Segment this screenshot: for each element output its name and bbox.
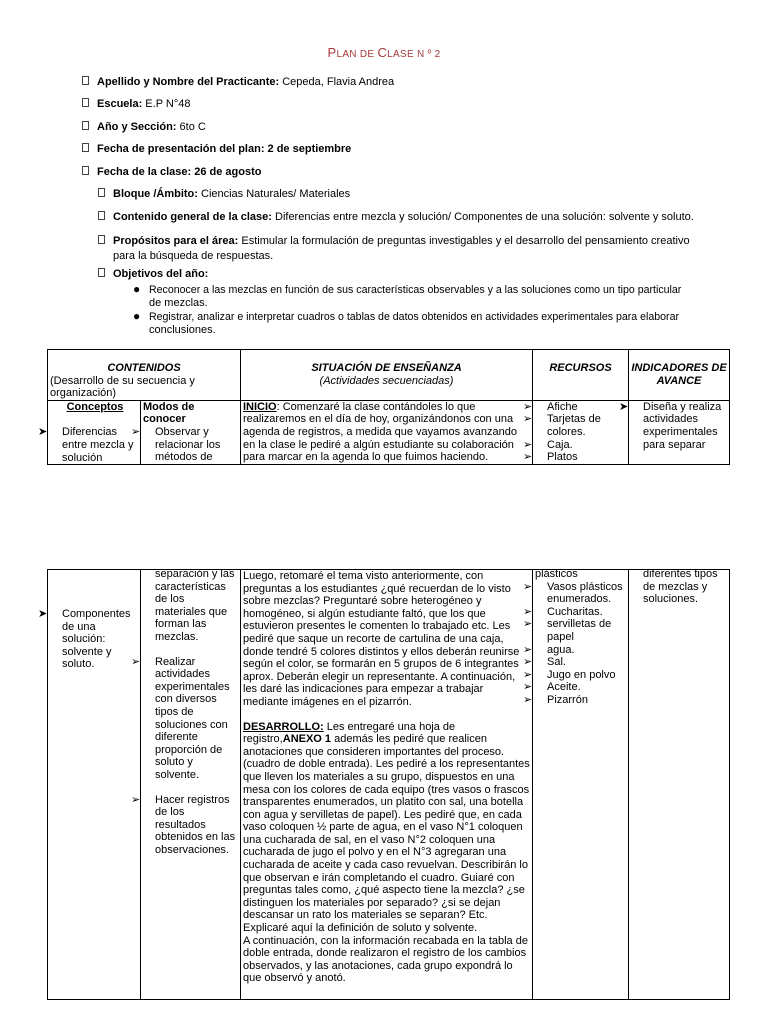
indicadores-cell: diferentes tipos de mezclas y soluciones. [629, 570, 730, 1000]
header-situacion: SITUACIÓN DE ENSEÑANZA (Actividades secuenciadas) [241, 350, 533, 401]
recurso-item: ➢ Platos [523, 451, 578, 464]
recursos-cell [523, 400, 629, 464]
recurso-item: ➢ Pizarrón [523, 693, 588, 706]
arrow-icon: ➢ [131, 425, 141, 438]
conceptos-cell: Conceptos ➤ Diferencias entre mezcla y solución [48, 400, 141, 464]
checkbox-icon [82, 166, 89, 175]
recursos-cell: plásticos ➢ Vasos plásticos enumerados. ➢ Cucharitas. ➢ servilletas de papel ➢ agua. ➢ Sal. ➢ Jugo en polvo ➢ Aceite. ➢ Pizarrón [533, 570, 629, 1000]
recurso-item: ➢ Tarjetas de colores. [523, 413, 601, 438]
indicadores-cell: ➤ Diseña y realiza actividades experimentales para separar [629, 400, 730, 464]
inicio-cell: INICIO: Comenzaré la clase contándoles lo que realizaremos en el día de hoy, organizándonos con una agenda de registros, a medida que vayamos avanzando en la clase le pediré a algún estudiante su colaboración para marcar en la agenda lo que fuimos haciendo. [241, 400, 533, 464]
arrow-icon: ➢ [131, 655, 141, 668]
recurso-item: ➢ Caja. [523, 438, 573, 451]
checkbox-icon [82, 98, 89, 107]
recurso-item: ➢ Vasos plásticos enumerados. [523, 580, 623, 606]
recurso-item: ➢ Aceite. [523, 681, 581, 694]
bullet-icon: ● [133, 282, 141, 296]
checkbox-icon [82, 143, 89, 152]
plan-table-1 [38, 349, 730, 465]
modos-cell: separación y las características de los materiales que forman las mezclas. ➢ Realizar actividades experimentales con diversos tipos de soluciones con diferente proporción de soluto y solvente. ➢ Hacer registros de los resultados obtenidos en las observaciones. [141, 570, 241, 1000]
header-contenidos: CONTENIDOS (Desarrollo de su secuencia y organización) [48, 350, 241, 401]
checkbox-icon [82, 121, 89, 130]
plan-table-2 [38, 568, 730, 1000]
bullet-icon: ● [133, 309, 141, 323]
recurso-item: ➢ Sal. [523, 656, 566, 669]
arrow-icon: ➤ [38, 608, 48, 620]
recurso-item: ➢ agua. [523, 643, 575, 656]
header-recursos: RECURSOS [533, 350, 629, 401]
header-indicadores: INDICADORES DE AVANCE [629, 350, 730, 401]
recurso-item: ➢ servilletas de papel [523, 618, 612, 643]
conceptos-cell: ➤ Componentes de una solución: solvente y soluto. [48, 570, 141, 1000]
arrow-icon: ➤ [38, 426, 48, 439]
checkbox-icon [98, 268, 105, 277]
recurso-item: ➢ Jugo en polvo [523, 668, 616, 681]
modos-cell: Modos de conocer ➢ Observar y relacionar los métodos de [141, 400, 241, 464]
recurso-item: ➢ Afiche [523, 400, 578, 413]
checkbox-icon [98, 211, 105, 220]
arrow-icon: ➢ [131, 793, 141, 806]
checkbox-icon [98, 188, 105, 197]
page-title: PLAN DE CLASE N º 2 [327, 45, 441, 60]
checkbox-icon [98, 235, 105, 244]
checkbox-icon [82, 76, 89, 85]
arrow-icon: ➤ [619, 400, 629, 413]
situacion-cell: Luego, retomaré el tema visto anteriormente, con preguntas a los estudiantes ¿qué recuerdan de lo visto sobre mezclas? Preguntaré sobre heterogéneo y homogéneo, si algún estudiante faltó, que los que estuvieron presentes le comenten lo trabajado etc. Les pediré que saque un recorte de cartulina de una caja, donde tendré 5 colores distintos y ellos deberán reunirse según el color, se formarán en 5 grupos de 6 integrantes aprox. Deberán elegir un representante. A continuación, les daré las indicaciones para empezar a trabajar mediante imágenes en el pizarrón. DESARROLLO: Les entregaré una hoja de registro,ANEXO 1 además les pediré que realicen anotaciones que consideren importantes del proceso. (cuadro de doble entrada). Les pediré a los representantes que lleven los materiales a su grupo, dispuestos en una mesa con los colores de cada equipo (tres vasos o frascos transparentes enumerados, un platito con sal, una botella con agua y servilletas de papel). Les pediré que, en cada vaso coloquen ½ parte de agua, en el vaso N°1 coloquen una cucharada de sal, en el vaso N°2 coloquen una cucharada de jugo el polvo y en el N°3 agregaran una cucharada de aceite y cada caso revuelvan. Describirán lo que observan e irán completando el cuadro. Guiaré con preguntas tales como, ¿qué aspecto tiene la mezcla? ¿se distinguen los materiales por separado? ¿si se dejan descansar un rato los materiales se separan? Etc. Explicaré aquí la definición de soluto y solvente. A continuación, con la información recabada en la tabla de doble entrada, donde realizaron el registro de los cambios observados, y las anotaciones, cada grupo expondrá lo que observó y anotó. [241, 570, 533, 1000]
recurso-item: ➢ Cucharitas. [523, 605, 603, 618]
